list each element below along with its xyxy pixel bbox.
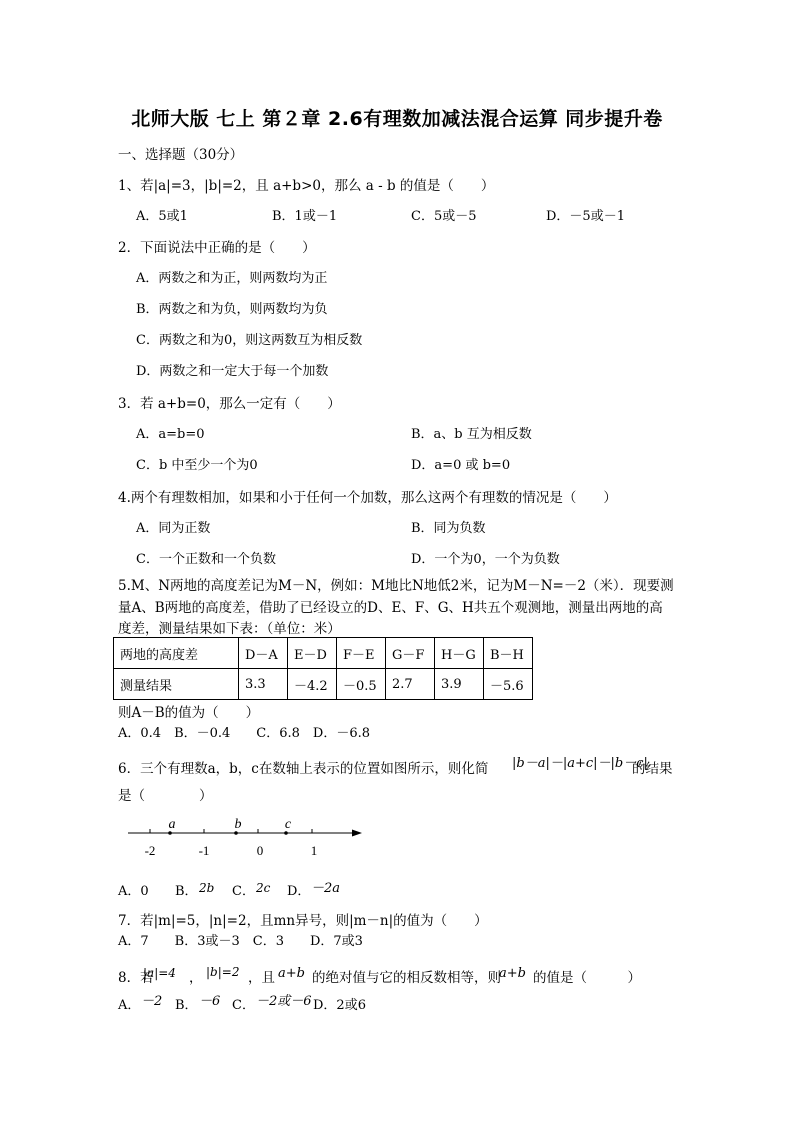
q6-option-b-value: 2b (199, 881, 215, 895)
q4-option-c: C．一个正数和一个负数 (136, 552, 276, 567)
table-cell: 3.3 (239, 669, 288, 700)
q8-option-d: D．2或6 (313, 998, 366, 1013)
q3-option-a: A．a=b=0 (136, 427, 205, 442)
q8-formula-sum-1: a+b (278, 966, 305, 981)
table-header-cell: G－F (386, 638, 435, 669)
arrow-icon (352, 830, 362, 837)
q6-option-c-value: 2c (256, 881, 271, 895)
question-7-stem: 7．若|m|=5，|n|=2，且mn异号，则|m－n|的值为（ ） (118, 913, 488, 929)
table-cell: 3.9 (435, 669, 484, 700)
table-cell: －4.2 (288, 669, 337, 700)
question-3-stem: 3．若 a+b=0，那么一定有（ ） (118, 396, 341, 412)
q4-option-d: D．一个为0，一个为负数 (411, 552, 560, 567)
q2-option-b: B．两数之和为负，则两数均为负 (136, 302, 328, 317)
question-8-text-2: 的绝对值与它的相反数相等，则 (312, 970, 501, 986)
q5-options: A．0.4 B．－0.4 C．6.8 D．－6.8 (118, 726, 371, 741)
tick-label: 1 (310, 843, 318, 858)
tick-label: -2 (144, 843, 156, 858)
q7-options: A．7 B．3或－3 C．3 D．7或3 (118, 934, 363, 949)
table-header-cell: F－E (337, 638, 386, 669)
document-title: 北师大版 七上 第２章 2.6有理数加减法混合运算 同步提升卷 (131, 108, 663, 130)
question-5-line-3: 度差，测量结果如下表：（单位：米） (118, 621, 341, 637)
question-5-line-1: 5.M、N两地的高度差记为M－N，例如：M地比N地低2米，记为M－N=－2（米）．现要测 (118, 578, 674, 594)
q8-option-b-value: －6 (199, 994, 221, 1009)
q6-option-d-value: －2a (311, 881, 341, 896)
q4-option-a: A．同为正数 (136, 521, 211, 536)
question-6-line-2: 是（ ） (118, 788, 213, 804)
q8-formula-sum-2: a+b (499, 966, 526, 981)
point-label-a: a (168, 817, 176, 832)
question-6-part-1: 6．三个有理数a，b，c在数轴上表示的位置如图所示，则化简 (118, 761, 489, 777)
table-header-cell: B－H (484, 638, 533, 669)
section-heading: 一、选择题（30分） (118, 147, 244, 163)
question-1-stem: 1、若|a|=3，|b|=2，且 a+b>0，那么 a - b 的值是（ ） (118, 178, 495, 194)
q6-formula: |b－a|－|a+c|－|b－c| (512, 756, 648, 771)
point-label-b: b (234, 817, 242, 832)
tick-label: 0 (256, 843, 264, 858)
table-header-cell: 两地的高度差 (114, 638, 239, 669)
table-header-row (114, 638, 533, 669)
table-cell: －0.5 (337, 669, 386, 700)
q8-option-a-label: A． (118, 998, 141, 1013)
table-cell: －5.6 (484, 669, 533, 700)
q8-option-c-value: －2或－6 (256, 994, 312, 1009)
q3-option-d: D．a=0 或 b=0 (411, 458, 511, 473)
question-4-stem: 4.两个有理数相加，如果和小于任何一个加数，那么这两个有理数的情况是（ ） (118, 490, 617, 506)
question-5-followup: 则A－B的值为（ ） (118, 705, 260, 721)
height-difference-table (113, 637, 533, 700)
q2-option-c: C．两数之和为0，则这两数互为相反数 (136, 333, 363, 348)
question-8-text-1: ，且 (248, 970, 275, 986)
point-label-c: c (284, 817, 292, 832)
question-8-suffix: 的值是（ ） (533, 970, 641, 986)
q1-option-d: D．－5或－1 (546, 209, 625, 224)
q2-option-d: D．两数之和一定大于每一个加数 (136, 364, 329, 379)
question-5-line-2: 量A、B两地的高度差，借助了已经设立的D、E、F、G、H共五个观测地，测量出两地的高 (118, 600, 663, 616)
question-6-part-2: 的结果 (632, 761, 673, 777)
q6-option-c-label: C． (232, 884, 255, 899)
q3-option-c: C．b 中至少一个为0 (136, 458, 258, 473)
q8-option-a-value: －2 (141, 994, 163, 1009)
question-8-comma: ， (189, 970, 203, 986)
table-header-cell: H－G (435, 638, 484, 669)
q4-option-b: B．同为负数 (411, 521, 486, 536)
table-header-cell: E－D (288, 638, 337, 669)
q3-option-b: B．a、b 互为相反数 (411, 427, 532, 442)
q6-option-b-label: B． (175, 884, 198, 899)
table-cell: 2.7 (386, 669, 435, 700)
q8-option-c-label: C． (232, 998, 255, 1013)
table-row (114, 669, 533, 700)
q1-option-b: B．1或－1 (272, 209, 338, 224)
table-cell: 测量结果 (114, 669, 239, 700)
tick-label: -1 (198, 843, 210, 858)
number-line-diagram (118, 812, 368, 862)
q1-option-c: C．5或－5 (411, 209, 477, 224)
q6-option-d-label: D． (287, 884, 311, 899)
question-8-prefix: 8．若 (118, 970, 154, 986)
table-header-cell: D－A (239, 638, 288, 669)
q8-option-b-label: B． (175, 998, 198, 1013)
q6-option-a: A．0 (118, 884, 149, 899)
q2-option-a: A．两数之和为正，则两数均为正 (136, 271, 328, 286)
q8-formula-abs-b: |b|=2 (206, 965, 240, 979)
question-2-stem: 2．下面说法中正确的是（ ） (118, 240, 316, 256)
q1-option-a: A．5或1 (136, 209, 188, 224)
q8-formula-abs-a: |a|=4 (143, 966, 176, 980)
